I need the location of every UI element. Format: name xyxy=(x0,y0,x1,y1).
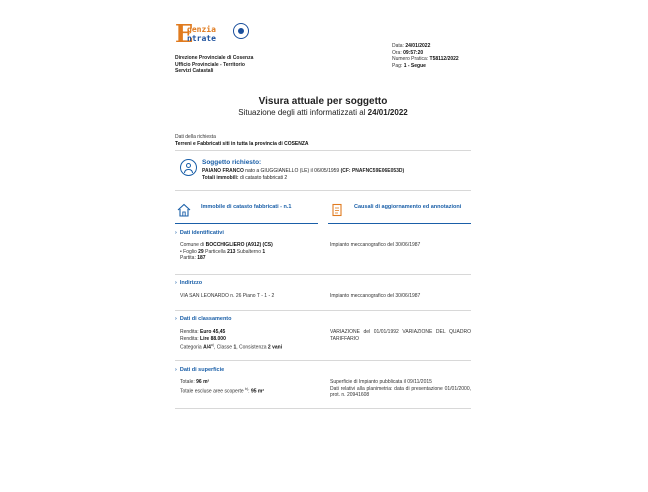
particella-value: 213 xyxy=(227,248,236,255)
subtitle-prefix: Situazione degli atti informatizzati al xyxy=(238,108,368,117)
tab-causali xyxy=(328,201,471,224)
divider xyxy=(175,190,471,191)
request-block xyxy=(175,134,309,147)
section-classamento-title xyxy=(175,316,232,322)
section-title-text: Indirizzo xyxy=(179,280,203,286)
divider xyxy=(175,150,471,151)
office-block xyxy=(175,55,253,75)
page-label: Pag: xyxy=(392,62,403,69)
indirizzo-right: Impianto meccanografico del 30/06/1987 xyxy=(330,293,421,299)
rendita-lire: Lire 88.000 xyxy=(200,335,226,342)
section-indirizzo-title xyxy=(175,280,202,286)
categoria-value: A/4 xyxy=(203,344,211,351)
tab-immobile-label: Immobile di catasto fabbricati - n.1 xyxy=(201,204,292,210)
pratica-value: T58112/2022 xyxy=(429,56,459,62)
indirizzo-left: VIA SAN LEONARDO n. 26 Piano T - 1 - 2 xyxy=(180,293,275,299)
tab-causali-label: Causali di aggiornamento ed annotazioni xyxy=(354,204,462,210)
foglio-value: 29 xyxy=(198,248,204,255)
rendita-lire-label: Rendita: xyxy=(180,335,201,342)
classe-value: 1 xyxy=(233,344,237,351)
consistenza-value: 2 vani xyxy=(267,344,283,351)
classamento-right: VARIAZIONE del 01/01/1992 VARIAZIONE DEL QUADRO TARIFFARIO xyxy=(330,329,471,342)
person-icon xyxy=(180,159,197,176)
tab-immobile xyxy=(175,201,318,224)
subject-body xyxy=(202,168,404,182)
partita-label: Partita: xyxy=(180,255,198,261)
consistenza-label: , Consistenza xyxy=(236,344,268,351)
chevron-right-icon: › xyxy=(175,367,177,373)
page-value: 1 - Segue xyxy=(403,62,426,69)
subject-name: PAIANO FRANCO xyxy=(202,168,244,174)
categoria-footnote: a) xyxy=(210,343,214,347)
escluse-footnote: b) xyxy=(245,386,249,391)
republic-seal-icon xyxy=(233,23,249,39)
section-title-text: Dati di superficie xyxy=(179,367,225,373)
document-meta xyxy=(392,43,459,69)
request-label: Dati della richiesta xyxy=(175,134,216,140)
subalterno-label: Subalterno xyxy=(235,248,263,255)
partita-value: 187 xyxy=(197,255,206,261)
foglio-label: • Foglio xyxy=(180,248,199,255)
date-label: Data: xyxy=(392,43,404,49)
comune-prefix: Comune di xyxy=(180,242,206,248)
superficie-right xyxy=(330,379,471,399)
chevron-right-icon: › xyxy=(175,280,177,286)
section-superficie-title xyxy=(175,367,224,373)
subject-totals-label: Totali immobili: xyxy=(202,175,239,181)
superficie-impianto: Superficie di Impianto pubblicata il 09/11/2015 xyxy=(330,379,432,385)
house-icon xyxy=(177,203,191,217)
page-subtitle xyxy=(175,108,471,117)
divider xyxy=(175,408,471,409)
subject-cf: (CF: PNAFNC59E06E053D) xyxy=(340,168,405,174)
superficie-left xyxy=(180,379,320,395)
page-title: Visura attuale per soggetto xyxy=(258,96,388,107)
logo-text-line2: ntrate xyxy=(187,34,216,43)
section-title-text: Dati identificativi xyxy=(179,230,224,236)
rendita-euro-label: Rendita: xyxy=(180,329,201,335)
office-line-1: Direzione Provinciale di Cosenza xyxy=(175,55,254,61)
identificativi-left xyxy=(180,242,320,262)
section-title-text: Dati di classamento xyxy=(179,316,232,322)
logo-text-line1: genzia xyxy=(187,25,216,34)
office-line-3: Servizi Catastali xyxy=(175,68,214,74)
logo-letter: E xyxy=(175,19,194,48)
escluse-value: 95 m² xyxy=(250,388,265,395)
escluse-colon: : xyxy=(248,388,251,395)
chevron-right-icon: › xyxy=(175,230,177,236)
classamento-left xyxy=(180,329,320,351)
date-value: 24/01/2022 xyxy=(405,43,431,49)
subject-heading: Soggetto richiesto: xyxy=(202,159,262,166)
divider xyxy=(175,360,471,361)
section-identificativi-title xyxy=(175,230,224,236)
time-label: Ora: xyxy=(392,49,402,56)
rendita-euro: Euro 45,45 xyxy=(200,329,226,335)
subtitle-date: 24/01/2022 xyxy=(367,108,408,117)
office-line-2: Ufficio Provinciale - Territorio xyxy=(175,61,245,68)
totale-label: Totale: xyxy=(180,379,197,385)
superficie-planimetria: Dati relativi alla planimetria: data di presentazione 01/01/2000, prot. n. 20941608 xyxy=(330,385,471,398)
subject-totals-value: di catasto fabbricati 2 xyxy=(238,175,288,181)
document-icon xyxy=(330,203,344,217)
request-value: Terreni e Fabbricati siti in tutta la provincia di COSENZA xyxy=(175,140,309,147)
pratica-label: Numero Pratica: xyxy=(392,56,429,62)
time-value: 09:57:20 xyxy=(403,49,424,56)
categoria-label: Categoria xyxy=(180,344,204,351)
divider xyxy=(175,274,471,275)
subject-birth: nato a GIUGGIANELLO (LE) il 06/05/1959 xyxy=(243,168,341,174)
comune-value: BOCCHIGLIERO (A912) (CS) xyxy=(205,242,273,248)
totale-value: 96 m² xyxy=(196,379,210,385)
chevron-right-icon: › xyxy=(175,316,177,322)
classe-label: , Classe xyxy=(213,344,234,351)
escluse-label: Totale escluse aree scoperte xyxy=(180,388,246,395)
identificativi-right: Impianto meccanografico del 30/06/1987 xyxy=(330,242,421,248)
particella-label: Particella xyxy=(203,248,228,255)
subalterno-value: 1 xyxy=(262,248,266,255)
divider xyxy=(175,310,471,311)
